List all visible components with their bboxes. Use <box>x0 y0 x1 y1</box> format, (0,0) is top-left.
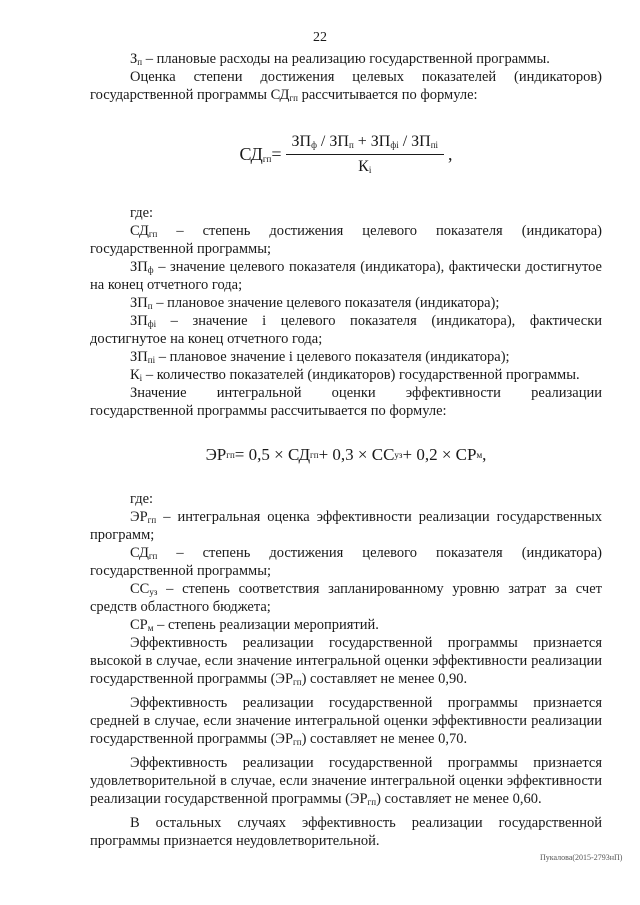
def-sd-gp: $СД_{гп}$ – степень достижения целевого показателя (индикатора) государственной программы; <box>90 223 602 257</box>
def-er-gp: $ЭР_{гп}$ – интегральная оценка эффективности реализации государственных программ; <box>90 509 602 543</box>
document-body <box>90 50 602 850</box>
document-footer-code: Пукалова(2015-2793нП) <box>540 853 623 862</box>
page-number: 22 <box>313 30 327 45</box>
formula1-numerator: $ЗП_ф / ЗП_п + ЗП_{фi} / ЗП_{пi}$ <box>286 133 445 155</box>
def-zp-fi: $ЗП_{фi}$ – значение i целевого показателя (индикатора), фактически достигнутое на конец отчетного года; <box>90 313 602 347</box>
formula1-equals: = <box>271 144 282 164</box>
efficiency-satisfactory: Эффективность реализации государственной программы признается удовлетворительной в случае, если значение интегральной оценки эффективности реализации государственной программы $(ЭР_{гп})$ составляет не менее 0,60. <box>90 755 602 807</box>
def-zp-pi: $ЗП_{пi}$ – плановое значение i целевого показателя (индикатора); <box>130 349 510 365</box>
integral-estimate-formula: ЭР гп = 0,5 × СД гп + 0,3 × СС уз + 0,2 × СР м , <box>205 445 487 464</box>
where-label-2: где: <box>130 491 154 507</box>
formula1-comma: , <box>448 144 453 164</box>
where-label-1: где: <box>130 205 154 221</box>
formula1-fraction <box>286 133 445 176</box>
formula1-lhs: $СД_{гп}$ <box>239 144 272 164</box>
def-sd-gp-2: $СД_{гп}$ – степень достижения целевого показателя (индикатора) государственной программы; <box>90 545 602 579</box>
efficiency-high: Эффективность реализации государственной программы признается высокой в случае, если значение интегральной оценки эффективности реализации государственной программы $(ЭР_{гп})$ составляет не менее 0,90. <box>90 635 602 687</box>
formula1-denominator: $К_i$ <box>358 157 372 175</box>
def-k-i: $К_i$ – количество показателей (индикаторов) государственной программы. <box>130 367 580 383</box>
def-sr-m: $СР_м$ – степень реализации мероприятий. <box>130 617 379 633</box>
efficiency-medium: Эффективность реализации государственной программы признается средней в случае, если значение интегральной оценки эффективности реализации государственной программы $(ЭР_{гп})$ составляет не менее 0,70. <box>90 695 602 747</box>
target-achievement-formula <box>90 104 602 204</box>
target-achievement-intro: Оценка степени достижения целевых показателей (индикаторов) государственной программы $СД_{гп}$ рассчитывается по формуле: <box>90 69 602 103</box>
planned-expenses-definition: $З_п$ – плановые расходы на реализацию государственной программы. <box>130 51 550 67</box>
efficiency-unsatisfactory: В остальных случаях эффективность реализации государственной программы признается неудовлетворительной. <box>90 815 602 849</box>
def-zp-p: $ЗП_п$ – плановое значение целевого показателя (индикатора); <box>130 295 500 311</box>
integral-estimate-intro: Значение интегральной оценки эффективности реализации государственной программы рассчитывается по формуле: <box>90 385 602 419</box>
def-zp-f: $ЗП_ф$ – значение целевого показателя (индикатора), фактически достигнутое на конец отчетного года; <box>90 259 602 293</box>
def-ss-uz: $СС_{уз}$ – степень соответствия запланированному уровню затрат за счет средств областного бюджета; <box>90 581 602 615</box>
